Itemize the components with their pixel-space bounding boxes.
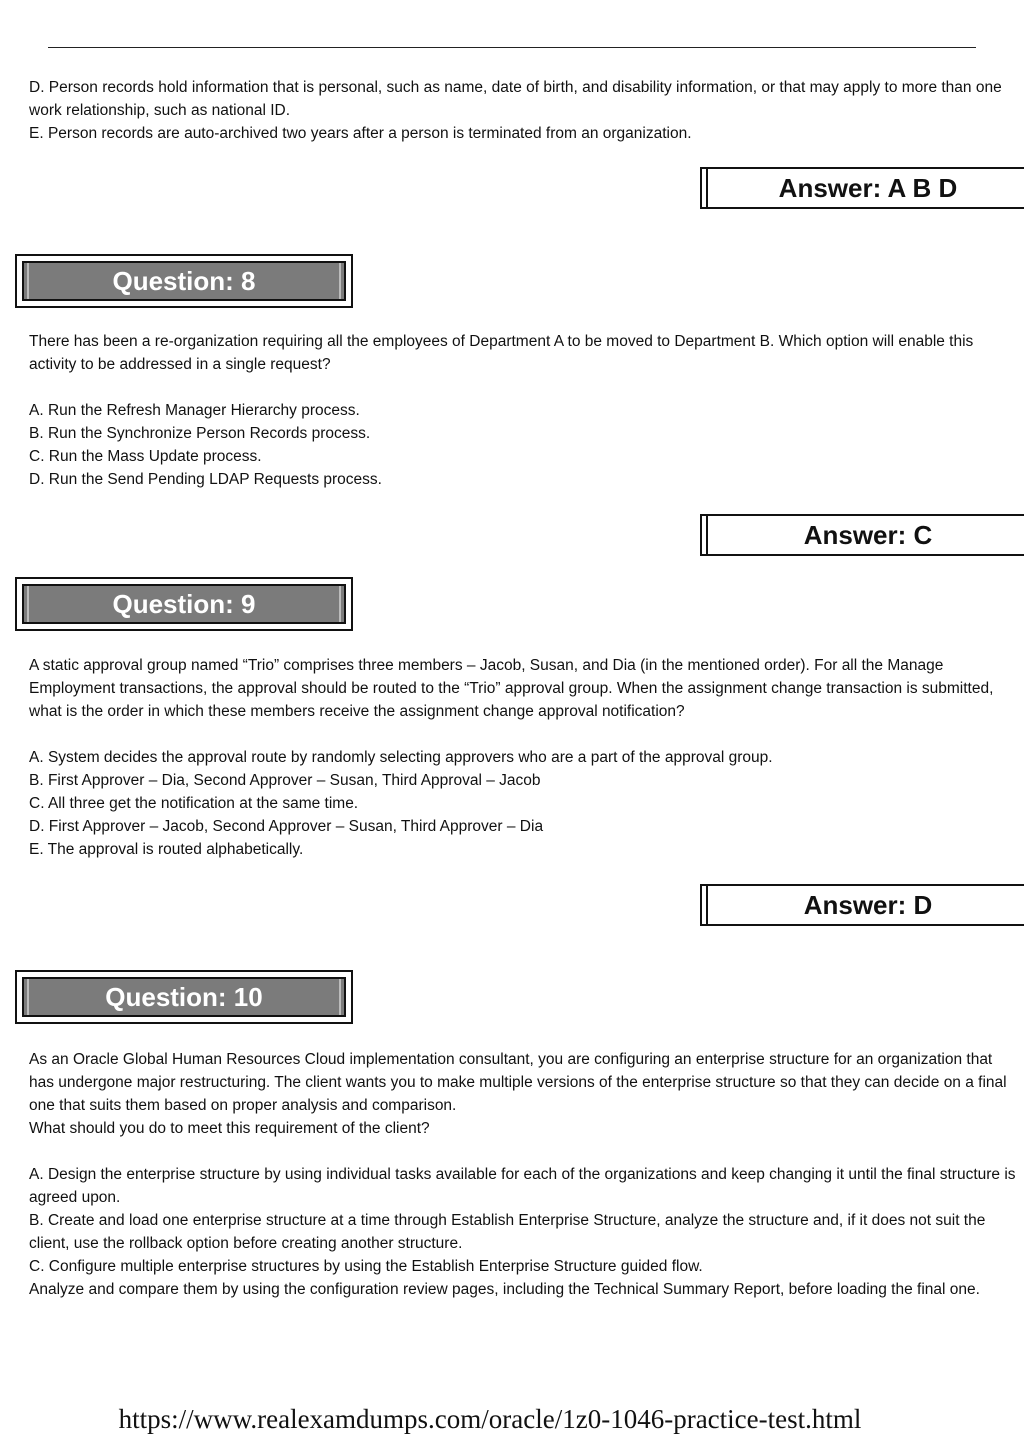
q8-option-b: B. Run the Synchronize Person Records process.: [29, 425, 371, 442]
q10-stem-question: What should you do to meet this requirement of the client?: [29, 1120, 430, 1137]
q9-banner: [15, 577, 353, 631]
q7-options: [29, 76, 1019, 145]
q9-answer-box: [700, 884, 1024, 926]
q7-answer: Answer: A B D: [778, 172, 958, 203]
q10-stem: As an Oracle Global Human Resources Cloud implementation consultant, you are configuring an enterprise structure for an organization that has undergone major restructuring. The client wants you to make multiple versions of the enterprise structure so that they can decide on a final one that suits them based on proper analysis and comparison.: [29, 1051, 1007, 1114]
q8-option-a: A. Run the Refresh Manager Hierarchy process.: [29, 402, 360, 419]
q10-option-a: A. Design the enterprise structure by using individual tasks available for each of the organizations and keep changing it until the final structure is agreed upon.: [29, 1166, 1016, 1206]
q8-option-d: D. Run the Send Pending LDAP Requests process.: [29, 471, 382, 488]
q10-option-c-continued: Analyze and compare them by using the configuration review pages, including the Technical Summary Report, before loading the final one.: [29, 1281, 980, 1298]
q8-body: [29, 330, 1019, 491]
q9-option-b: B. First Approver – Dia, Second Approver – Susan, Third Approval – Jacob: [29, 772, 541, 789]
q9-answer: Answer: D: [803, 889, 933, 920]
q10-option-b: B. Create and load one enterprise structure at a time through Establish Enterprise Structure, analyze the structure and, if it does not suit the client, use the rollback option before creating another structure.: [29, 1212, 986, 1252]
top-rule: [48, 47, 976, 48]
q9-title: Question: 9: [112, 588, 256, 619]
q9-stem: A static approval group named “Trio” comprises three members – Jacob, Susan, and Dia (in the mentioned order). For all the Manage Employment transactions, the approval should be routed to the “Trio” approval group. When the assignment change transaction is submitted, what is the order in which these members receive the assignment change approval notification?: [29, 657, 994, 720]
q10-title: Question: 10: [105, 981, 263, 1012]
q8-banner: [15, 254, 353, 308]
q10-banner: [15, 970, 353, 1024]
q8-answer: Answer: C: [803, 519, 933, 550]
q10-option-c: C. Configure multiple enterprise structures by using the Establish Enterprise Structure guided flow.: [29, 1258, 703, 1275]
q9-option-c: C. All three get the notification at the same time.: [29, 795, 359, 812]
q9-option-a: A. System decides the approval route by randomly selecting approvers who are a part of the approval group.: [29, 749, 773, 766]
q8-title: Question: 8: [112, 265, 256, 296]
q8-option-c: C. Run the Mass Update process.: [29, 448, 262, 465]
q7-option-d: D. Person records hold information that is personal, such as name, date of birth, and disability information, or that may apply to more than one work relationship, such as national ID.: [29, 79, 1002, 119]
footer-url[interactable]: https://www.realexamdumps.com/oracle/1z0-1046-practice-test.html: [118, 1404, 862, 1434]
q7-option-e: E. Person records are auto-archived two years after a person is terminated from an organization.: [29, 125, 692, 142]
q9-option-d: D. First Approver – Jacob, Second Approver – Susan, Third Approver – Dia: [29, 818, 544, 835]
q7-answer-box: [700, 167, 1024, 209]
q10-body: [29, 1048, 1019, 1301]
q9-body: [29, 654, 1019, 861]
q9-option-e: E. The approval is routed alphabetically.: [29, 841, 304, 858]
q8-stem: There has been a re-organization requiring all the employees of Department A to be moved to Department B. Which option will enable this activity to be addressed in a single request?: [29, 333, 974, 373]
q8-answer-box: [700, 514, 1024, 556]
